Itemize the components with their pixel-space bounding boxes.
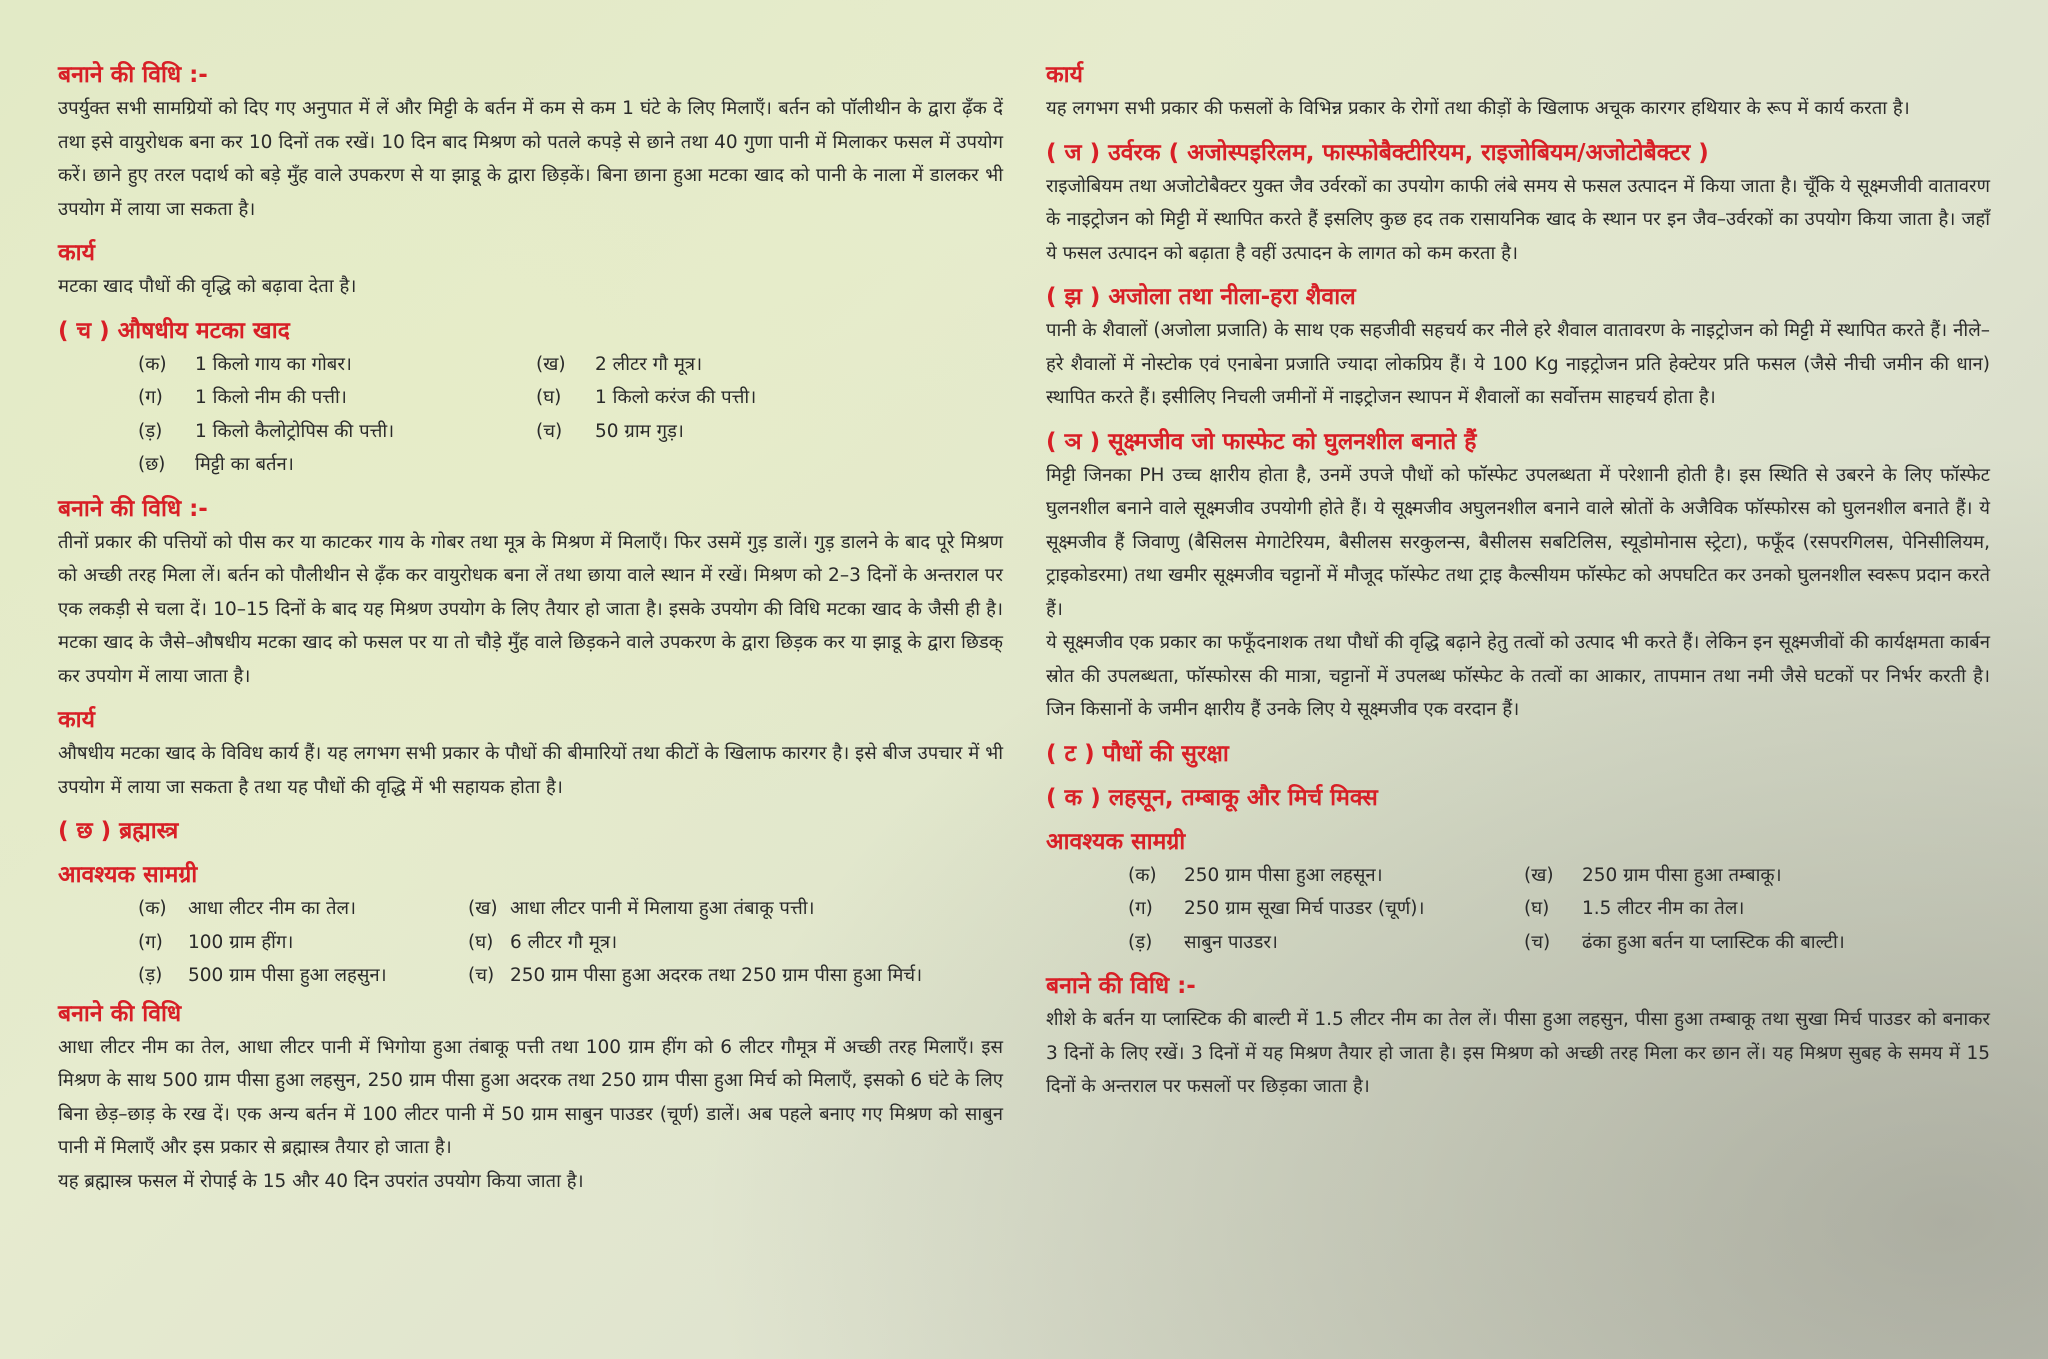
right-column (1046, 58, 1990, 1104)
section-title: ( क ) लहसून, तम्बाकू और मिर्च मिक्स (1046, 784, 1378, 811)
ingredient-list (58, 892, 1003, 993)
list-item: (छ) मिट्टी का बर्तन। (138, 454, 294, 475)
section-title: ( ज ) उर्वरक ( अजोस्पइरिलम, फास्फोबैक्टीरियम, राइजोबियम/अजोटोबैक्टर ) (1046, 139, 1709, 166)
list-item: (ड़) 1 किलो कैलोट्रोपिस की पत्ती। (च) 50 ग्राम गुड़। (138, 420, 684, 442)
section-title: ( च ) औषधीय मटका खाद (58, 317, 290, 344)
paragraph: पानी के शैवालों (अजोला प्रजाति) के साथ एक सहजीवी सहचर्य कर नीले हरे शैवाल वातावरण के नाइट्रोजन को मिट्टी में स्थापित करते हैं। नीले–हरे शैवालों में नोस्टोक एवं एनाबेना प्रजाति ज्यादा लोकप्रिय हैं। ये 100 Kg नाइट्रोजन प्रति हेक्टेयर प्रति फसल (जैसे नीची जमीन की धान) स्थापित करते हैं। इसीलिए निचली जमीनों में नाइट्रोजन स्थापन में शैवालों का सर्वोत्तम साहचर्य होता है। (1046, 320, 1990, 408)
section-title: ( छ ) ब्रह्मास्त्र (58, 818, 179, 844)
paragraph: मिट्टी जिनका PH उच्च क्षारीय होता है, उनमें उपजे पौधों को फॉस्फेट उपलब्धता में परेशानी होती है। इस स्थिति से उबरने के लिए फॉस्फेट घुलनशील बनाने वाले सूक्ष्मजीव उपयोगी होते हैं। ये सूक्ष्मजीव अघुलनशील बनाने वाले स्रोतों के अजैविक फॉस्फोरस को घुलनशील बनाते हैं। ये सूक्ष्मजीव हैं जिवाणु (बैसिलस मेगाटेरियम, बैसीलस सरकुलन्स, बैसीलस सबटिलिस, स्यूडोमोनास स्ट्रेटा), फफूँद (रसपरगिलस, पेनिसीलियम, ट्राइकोडरमा) तथा खमीर सूक्ष्मजीव चट्टानों में मौजूद फॉस्फेट तथा ट्राइ कैल्सीयम फॉस्फेट को अपघटित कर उनको घुलनशील स्वरूप प्रदान करते हैं। (1046, 464, 1990, 620)
list-item: (क) 250 ग्राम पीसा हुआ लहसून। (ख) 250 ग्राम पीसा हुआ तम्बाकू। (1128, 864, 1782, 886)
paragraph: राइजोबियम तथा अजोटोबैक्टर युक्त जैव उर्वरकों का उपयोग काफी लंबे समय से फसल उत्पादन में किया जाता है। चूँकि ये सूक्ष्मजीवी वातावरण के नाइट्रोजन को मिट्टी में स्थापित करते हैं इसलिए कुछ हद तक रासायनिक खाद के स्थान पर इन जैव–उर्वरकों का उपयोग किया जाता है। जहाँ ये फसल उत्पादन को बढ़ाता है वहीं उत्पादन के लागत को कम करता है। (1046, 175, 1990, 264)
paragraph: यह ब्रह्मास्त्र फसल में रोपाई के 15 और 40 दिन उपरांत उपयोग किया जाता है। (58, 1170, 584, 1192)
list-item: (ड़) साबुन पाउडर। (च) ढंका हुआ बर्तन या प्लास्टिक की बाल्टी। (1128, 931, 1845, 953)
list-item: (क) 1 किलो गाय का गोबर। (ख) 2 लीटर गौ मूत्र। (138, 353, 703, 375)
section-title: बनाने की विधि :- (58, 495, 208, 522)
list-item: (ग) 100 ग्राम हींग। (घ) 6 लीटर गौ मूत्र। (138, 931, 618, 953)
list-item: (क) आधा लीटर नीम का तेल। (ख) आधा लीटर पानी में मिलाया हुआ तंबाकू पत्ती। (138, 898, 815, 919)
section-title: बनाने की विधि :- (1046, 973, 1196, 999)
list-item: (ग) 1 किलो नीम की पत्ती। (घ) 1 किलो करंज की पत्ती। (138, 387, 757, 408)
section-title: ( ञ ) सूक्ष्मजीव जो फास्फेट को घुलनशील बनाते हैं (1046, 428, 1477, 455)
list-item: (ग) 250 ग्राम सूखा मिर्च पाउडर (चूर्ण)। (घ) 1.5 लीटर नीम का तेल। (1128, 898, 1745, 919)
paragraph: औषधीय मटका खाद के विविध कार्य हैं। यह लगभग सभी प्रकार के पौधों की बीमारियों तथा कीटों के खिलाफ कारगर है। इसे बीज उपचार में भी उपयोग में लाया जा सकता है तथा यह पौधों की वृद्धि में भी सहायक होता है। (58, 743, 1003, 798)
section-title: आवश्यक सामग्री (58, 862, 198, 888)
section-title: बनाने की विधि :- (58, 62, 208, 88)
ingredient-list (1046, 859, 1990, 960)
section-title: कार्य (58, 707, 95, 733)
section-title: बनाने की विधि (58, 1000, 182, 1027)
section-title: कार्य (58, 240, 95, 266)
paragraph: उपर्युक्त सभी सामग्रियों को दिए गए अनुपात में लें और मिट्टी के बर्तन में कम से कम 1 घंटे के लिए मिलाएँ। बर्तन को पॉलीथीन के द्वारा ढ़ँक दें तथा इसे वायुरोधक बना कर 10 दिनों तक रखें। 10 दिन बाद मिश्रण को पतले कपड़े से छाने तथा 40 गुणा पानी में मिलाकर फसल में उपयोग करें। छाने हुए तरल पदार्थ को बड़े मुँह वाले उपकरण से या झाडू के द्वारा छिड़कें। बिना छाना हुआ मटका खाद को पानी के नाला में डालकर भी उपयोग में लाया जा सकता है। (58, 98, 1003, 220)
section-title: आवश्यक सामग्री (1046, 828, 1186, 855)
paragraph: शीशे के बर्तन या प्लास्टिक की बाल्टी में 1.5 लीटर नीम का तेल लें। पीसा हुआ लहसुन, पीसा हुआ तम्बाकू तथा सुखा मिर्च पाउडर को बनाकर 3 दिनों के लिए रखें। 3 दिनों में यह मिश्रण तैयार हो जाता है। इस मिश्रण को अच्छी तरह मिला कर छान लें। यह मिश्रण सुबह के समय में 15 दिनों के अन्तराल पर फसलों पर छिड़का जाता है। (1046, 1009, 1990, 1097)
list-item: (ड़) 500 ग्राम पीसा हुआ लहसुन। (च) 250 ग्राम पीसा हुआ अदरक तथा 250 ग्राम पीसा हुआ मिर्च। (138, 965, 923, 986)
paragraph: तीनों प्रकार की पत्तियों को पीस कर या काटकर गाय के गोबर तथा मूत्र के मिश्रण में मिलाएँ। फिर उसमें गुड़ डालें। गुड़ डालने के बाद पूरे मिश्रण को अच्छी तरह मिला लें। बर्तन को पौलीथीन से ढ़ँक कर वायुरोधक बना लें तथा छाया वाले स्थान में रखें। मिश्रण को 2–3 दिनों के अन्तराल पर एक लकड़ी से चला दें। 10–15 दिनों के बाद यह मिश्रण उपयोग के लिए तैयार हो जाता है। इसके उपयोग की विधि मटका खाद के जैसी ही है। मटका खाद के जैसे–औषधीय मटका खाद को फसल पर या तो चौड़े मुँह वाले छिड़कने वाले उपकरण के द्वारा छिड़क कर या झाडू के द्वारा छिडक् कर उपयोग में लाया जाता है। (58, 531, 1003, 687)
paragraph: आधा लीटर नीम का तेल, आधा लीटर पानी में भिगोया हुआ तंबाकू पत्ती तथा 100 ग्राम हींग को 6 लीटर गौमूत्र में अच्छी तरह मिलाएँ। इस मिश्रण के साथ 500 ग्राम पीसा हुआ लहसुन, 250 ग्राम पीसा हुआ अदरक तथा 250 ग्राम पीसा हुआ मिर्च को मिलाएँ, इसको 6 घंटे के लिए बिना छेड़–छाड़ के रख दें। एक अन्य बर्तन में 100 लीटर पानी में 50 ग्राम साबुन पाउडर (चूर्ण) डालें। अब पहले बनाए गए मिश्रण को साबुन पानी में मिलाएँ और इस प्रकार से ब्रह्मास्त्र तैयार हो जाता है। (58, 1036, 1003, 1158)
ingredient-list (58, 348, 1003, 482)
paragraph: मटका खाद पौधों की वृद्धि को बढ़ावा देता है। (58, 276, 357, 297)
section-title: कार्य (1046, 62, 1083, 88)
paragraph: ये सूक्ष्मजीव एक प्रकार का फफूँदनाशक तथा पौधों की वृद्धि बढ़ाने हेतु तत्वों को उत्पाद भी करते हैं। लेकिन इन सूक्ष्मजीवों की कार्यक्षमता कार्बन स्रोत की उपलब्धता, फॉस्फोरस की मात्रा, चट्टानों में उपलब्ध फॉस्फेट के तत्वों का आकार, तापमान तथा नमी जैसे घटकों पर निर्भर करती है। जिन किसानों के जमीन क्षारीय हैं उनके लिए ये सूक्ष्मजीव एक वरदान हैं। (1046, 632, 1990, 720)
section-title: ( झ ) अजोला तथा नीला-हरा शैवाल (1046, 284, 1356, 310)
section-title: ( ट ) पौधों की सुरक्षा (1046, 740, 1229, 767)
paragraph: यह लगभग सभी प्रकार की फसलों के विभिन्न प्रकार के रोगों तथा कीड़ों के खिलाफ अचूक कारगर हथियार के रूप में कार्य करता है। (1046, 98, 1910, 119)
left-column (58, 58, 1003, 1198)
